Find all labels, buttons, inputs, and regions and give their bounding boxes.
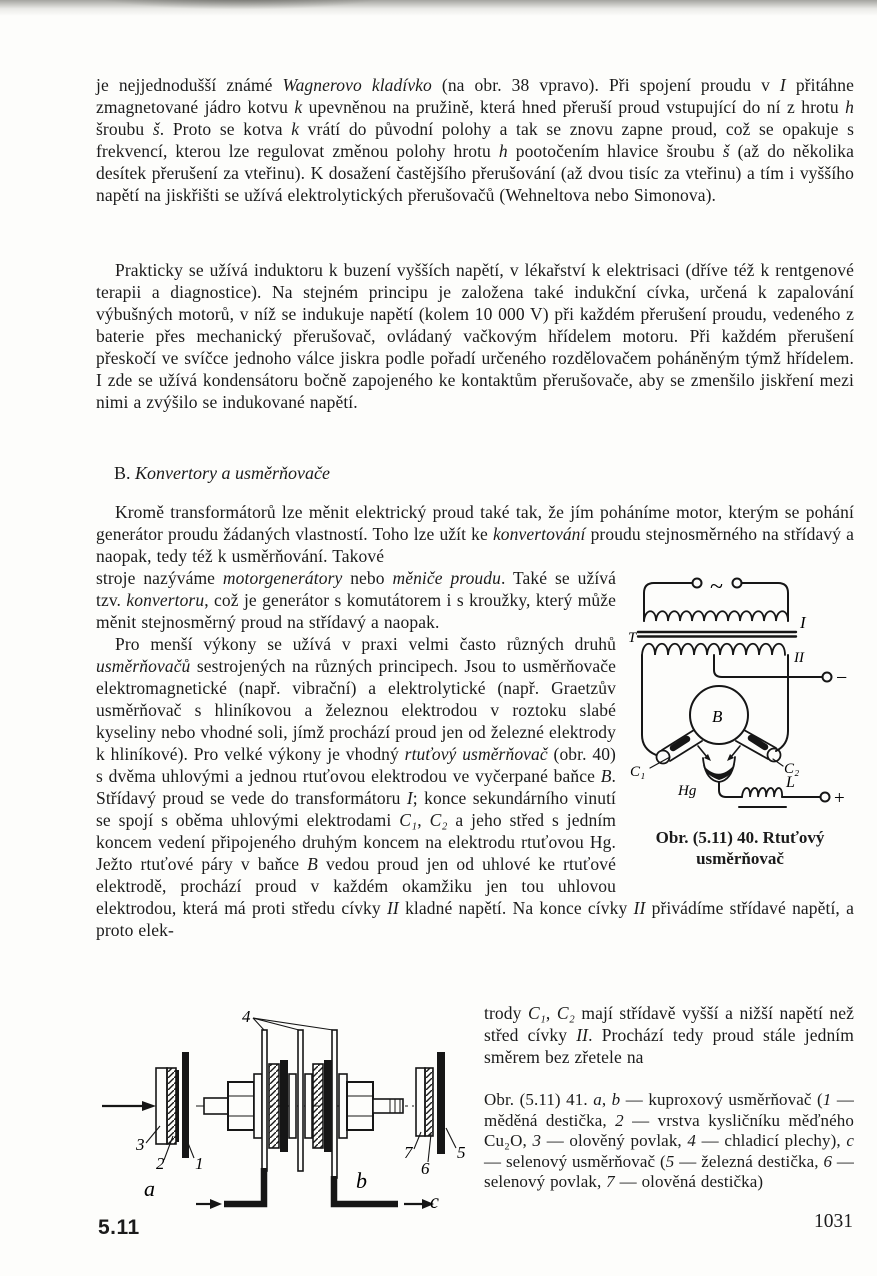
plus-terminal-label: + <box>834 788 845 809</box>
flow-around-figure-41 <box>96 1002 854 1222</box>
part-c-label: c <box>430 1191 439 1213</box>
scan-shadow <box>0 0 877 16</box>
figure-40-mercury-rectifier <box>626 569 854 869</box>
paragraph-converters-narrow: stroje nazýváme motorgenerátory nebo měniče proudu. Také se užívá tzv. konvertoru, což je generátor s komutátorem i s kroužky, který může měnit stejnosměrný proud na střídavý a naopak. <box>96 568 616 632</box>
paragraph-rectifiers: Pro menší výkony se užívá v praxi velmi často různých druhů usměrňovačů sestrojených na různých principech. Jsou to usměrňovače elektromagnetické (např. vibrační) a elektrolytické (např. Graetzův usměrňovač s hliníkovou a železnou elektrodou v roztoku slabé kyseliny nebo vhodné soli, jímž prochází proud jen od železné elektrody k hliníkové). Pro velké výkony je vhodný rtuťový usměrňovač (obr. 40) s dvěma uhlovými a jednou rtuťovou elektrodou ve vyčerpané baňce B. Střídavý proud se vede do transformátoru I; konce sekundárního vinutí se spojí s oběma uhlovými elektrodami C₁, C₂ a jeho střed s jedním koncem vedení připojeného druhým koncem na elektrodu rtuťovou Hg. Ježto rtuťové páry v baňce B vedou proud jen od uhlové ke rtuťové elektrodě, prochází proud v každém okamžiku jen tou uhlovou elektrodou, která má proti středu cívky II kladné napětí. Na konce cívky II přivádíme střídavé napětí, a proto elek- <box>96 634 854 940</box>
core-label: T <box>628 630 637 646</box>
iron-plate-label: 5 <box>457 1143 466 1162</box>
electrode-c2-label: C₂ <box>784 761 800 777</box>
secondary-winding-label: II <box>794 650 804 666</box>
scan-smudge <box>90 0 390 10</box>
minus-terminal-label: − <box>836 667 848 689</box>
paragraph-converters-wide: Kromě transformátorů lze měnit elektrický proud také tak, že jím poháníme motor, kterým se pohání generátor proudu žádaných vlastností. Toho lze užít ke konvertování proudu stejnosměrného na střídavý a naopak, tedy též k usměrňování. Takové <box>96 502 854 566</box>
oxide-layer-label: 2 <box>156 1154 165 1173</box>
paragraph-wagner-hammer: je nejjednodušší známé Wagnerovo kladívko (na obr. 38 vpravo). Při spojení proudu v I přitáhne zmagnetované jádro kotvu k upevněnou na pružině, která hned přeruší proud vstupující do ní z hrotu h šroubu š. Proto se kotva k vrátí do původní polohy a tak se znovu zapne proud, což se opakuje s frekvencí, kterou lze regulovat změnou polohy hrotu h pootočením hlavice šroubu š (až do několika desítek přerušení za vteřinu). K dosažení častějšího přerušování (až dvou tisíc za vteřinu) a tím i vyššího napětí na jiskřišti se užívá elektrolytických přerušovačů (Wehneltova nebo Simonova). <box>96 75 854 205</box>
ac-tilde-symbol: ~ <box>710 574 723 600</box>
flow-around-figure-40 <box>96 567 854 941</box>
lead-coating-label: 3 <box>136 1135 145 1154</box>
figure-41-rectifier-plates <box>96 1006 468 1218</box>
figure-40-drawing <box>626 569 854 821</box>
copper-plate-label: 1 <box>195 1154 204 1173</box>
electrode-c1-label: C₁ <box>630 764 646 780</box>
paragraph-inductor: Prakticky se užívá induktoru k buzení vyšších napětí, v lékařství k elektrisaci (dříve též k rentgenové terapii a diagnostice). Na stejném principu je založena také indukční cívka, určená k zapalování výbušných motorů, v níž se indukuje napětí (kolem 10 000 V) při každém přerušení proudu, vedeného z baterie přes mechanický přerušovač, ovládaný vačkovým hřídelem motoru. Při každém přerušení přeskočí ve svíčce jednoho válce jiskra podle pořadí určeného rozdělovačem poháněným týmž hřídelem. I zde se užívá kondensátoru bočně zapojeného ke kontaktům přerušovače, aby se zmenšilo jiskření mezi nimi a zvýšilo se indukované napětí. <box>96 260 854 412</box>
section-heading: B. Konvertory a usměrňovače <box>114 463 330 483</box>
part-b-label: b <box>356 1168 367 1193</box>
mercury-label: Hg <box>678 783 697 799</box>
paragraph-rectifiers-continued: trody C₁, C₂ mají střídavě vyšší a nižší napětí než střed cívky II. Prochází tedy proud stále jedním směrem bez zřetele na <box>484 1003 855 1067</box>
part-a-label: a <box>144 1176 155 1201</box>
choke-label: L <box>786 774 795 791</box>
page-number: 1031 <box>814 1211 853 1232</box>
fins-label: 4 <box>242 1007 251 1026</box>
primary-winding-label: I <box>800 613 806 632</box>
figure-41-drawing <box>96 1006 468 1218</box>
figure-40-caption: Obr. (5.11) 40. Rtuťový usměrňovač <box>655 828 825 868</box>
section-number: 5.11 <box>98 1216 140 1239</box>
bulb-label: B <box>712 707 723 726</box>
figure-41-caption: Obr. (5.11) 41. a, b — kuproxový usměrňovač (1 — měděná destička, 2 — vrstva kysličníku měďného Cu₂O, 3 — olověný povlak, 4 — chladicí plechy), c — selenový usměrňovač (5 — železná destička, 6 — selenový povlak, 7 — olověná destička) <box>484 1090 855 1191</box>
selenium-coating-label: 6 <box>421 1159 430 1178</box>
lead-plate-label: 7 <box>404 1143 413 1162</box>
